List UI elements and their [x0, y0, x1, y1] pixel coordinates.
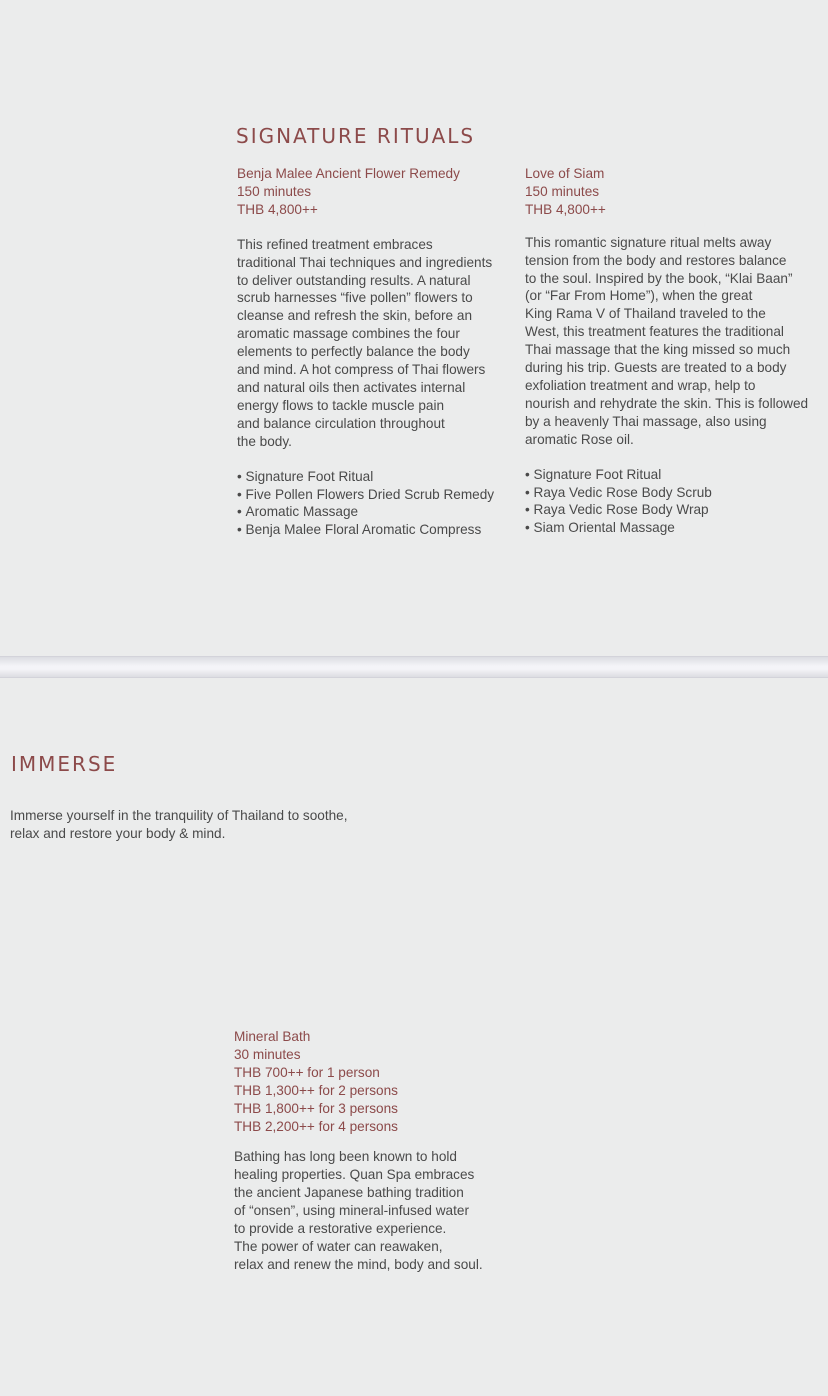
treatment-duration: 30 minutes [234, 1046, 301, 1062]
treatment-step: • Benja Malee Floral Aromatic Compress [237, 521, 512, 539]
treatment-description: This refined treatment embraces traditional Thai techniques and ingredients to deliver outstanding results. A natural scrub harnesses “five pollen” flowers to cleanse and refresh the skin, before an aromatic massage combines the four elements to perfectly balance the body and mind. A hot compress of Thai flowers and natural oils then activates internal energy flows to tackle muscle pain and balance circulation throughout the body. [237, 236, 493, 449]
signature-rituals-heading: SIGNATURE RITUALS [236, 124, 476, 148]
immerse-intro: Immerse yourself in the tranquility of Thailand to soothe, relax and restore your body & mind. [10, 808, 348, 841]
immerse-heading: IMMERSE [11, 752, 118, 776]
treatment-price: THB 1,300++ for 2 persons [234, 1082, 398, 1098]
treatment-love-of-siam [525, 165, 825, 537]
treatment-duration: 150 minutes [237, 183, 312, 199]
treatment-name: Mineral Bath [234, 1029, 311, 1044]
treatment-step: • Signature Foot Ritual [237, 468, 512, 486]
treatment-name: Love of Siam [525, 166, 605, 181]
treatment-price: THB 700++ for 1 person [234, 1064, 380, 1080]
treatment-meta [525, 165, 825, 219]
treatment-meta [234, 1028, 524, 1135]
treatment-description: This romantic signature ritual melts away tension from the body and restores balance to the soul. Inspired by the book, “Klai Baan” (or “Far From Home”), when the great King Rama V of Thailand traveled to the West, this treatment features the traditional Thai massage that the king missed so much during his trip. Guests are treated to a body exfoliation treatment and wrap, help to nourish and rehydrate the skin. This is followed by a heavenly Thai massage, also using aromatic Rose oil. [525, 234, 809, 447]
treatment-price: THB 4,800++ [237, 201, 318, 217]
treatment-price: THB 1,800++ for 3 persons [234, 1100, 398, 1116]
treatment-mineral-bath [234, 1028, 524, 1274]
treatment-name: Benja Malee Ancient Flower Remedy [237, 166, 460, 181]
treatment-duration: 150 minutes [525, 183, 600, 199]
treatment-description: Bathing has long been known to hold healing properties. Quan Spa embraces the ancient Japanese bathing tradition of “onsen”, using mineral-infused water to provide a restorative experience. The power of water can reawaken, relax and renew the mind, body and soul. [234, 1149, 483, 1272]
treatment-steps [237, 468, 512, 540]
treatment-step: • Raya Vedic Rose Body Scrub [525, 484, 825, 502]
treatment-meta [237, 165, 512, 219]
treatment-benja-malee [237, 165, 512, 539]
treatment-steps [525, 466, 825, 538]
page-divider [0, 656, 828, 678]
treatment-step: • Siam Oriental Massage [525, 519, 825, 537]
treatment-price: THB 4,800++ [525, 201, 606, 217]
treatment-step: • Aromatic Massage [237, 503, 512, 521]
treatment-step: • Raya Vedic Rose Body Wrap [525, 501, 825, 519]
treatment-price: THB 2,200++ for 4 persons [234, 1118, 398, 1134]
treatment-step: • Signature Foot Ritual [525, 466, 825, 484]
treatment-step: • Five Pollen Flowers Dried Scrub Remedy [237, 486, 512, 504]
